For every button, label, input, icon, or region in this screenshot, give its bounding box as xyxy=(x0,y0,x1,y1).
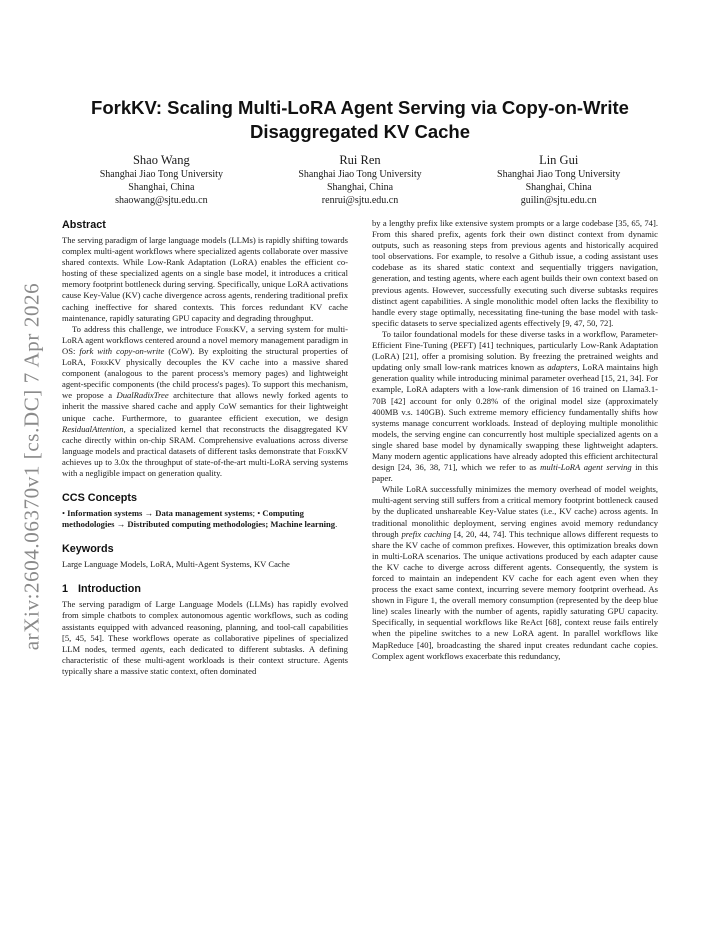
keywords-text: Large Language Models, LoRA, Multi-Agent Systems, KV Cache xyxy=(62,559,290,570)
author-location: Shanghai, China xyxy=(326,182,394,193)
body-paragraph: by a lengthy prefix like extensive system prompts or a large codebase [35, 65, 74]. From this shared prefix, agents fork their own distinct context from dynamic outputs, such as reasoning steps from previous agents and historically acquired tool observations. For example, to resolve a Github issue, a coding assistant uses codebase as its shared static context and sequentially triggers navigation, generation, and testing agents, where each agent builds their own context based on previous agents. However, successfully executing such diverse subtasks requires distinct agent capabilities. A single monolithic model often lacks the flexibility to handle every stage optimally, necessitating fine-tuning the base model with task-specific datasets to serve specialized agents effectively [9, 47, 50, 72]. xyxy=(372,218,658,328)
author xyxy=(459,152,658,207)
author-affiliation: Shanghai Jiao Tong University xyxy=(298,169,422,180)
author-email: renrui@sjtu.edu.cn xyxy=(321,195,399,206)
arxiv-stamp xyxy=(14,262,50,670)
paper-title: ForkKV: Scaling Multi-LoRA Agent Serving via Copy-on-Write Disaggregated KV Cache xyxy=(91,97,629,142)
abstract-heading: Abstract xyxy=(62,219,106,231)
abstract-paragraph: The serving paradigm of large language models (LLMs) is rapidly shifting towards complex multi-agent workflows where specialized agents collaborate over massive shared contexts. While Low-Rank Adaptation (LoRA) enables the efficient co-hosting of these specialized agents on a single base model, it introduces a critical memory footprint bottleneck during serving. Specifically, unique LoRA activations cause Key-Value (KV) cache divergence across agents, rendering traditional prefix caching ineffective for shared contexts. This forces redundant KV cache maintenance, rapidly saturating GPU capacity and degrading throughput. xyxy=(62,235,348,323)
author-affiliation: Shanghai Jiao Tong University xyxy=(99,169,223,180)
body-paragraph: While LoRA successfully minimizes the memory overhead of model weights, multi-agent serving still suffers from a critical memory footprint bottleneck caused by the duplicated unshareable Key-Value states (i.e., KV cache) across agents. In traditional monolithic deployment, serving engines avoid memory redundancy through prefix caching [4, 20, 44, 74]. This technique allows different requests to share the KV cache of common prefixes. However, this optimization breaks down in multi-LoRA scenarios. The unique activations produced by each adapter cause the KV cache to diverge across different agents. Consequently, the system is forced to maintain an independent KV cache for each agent even when they process the exact same context, incurring severe memory footprint overhead. As shown in Figure 1, the overall memory consumption (represented by the deep blue line) scales linearly with the number of agents, rapidly saturating GPU capacity. Specifically, in sequential workflows like ReAct [68], context reuse fails entirely when the pipeline switches to a new LoRA agent. In parallel workflows like MapReduce [40], broadcasting the shared input creates redundant cache copies. Complex agent workflows exacerbate this redundancy, xyxy=(372,484,658,661)
author xyxy=(62,152,261,207)
author-location: Shanghai, China xyxy=(128,182,195,193)
ccs-heading: CCS Concepts xyxy=(62,492,137,505)
introduction-section xyxy=(62,582,348,677)
body-paragraph: To tailor foundational models for these diverse tasks in a workflow, Parameter-Efficient Fine-Tuning (PEFT) [41] techniques, particularly Low-Rank Adaptation (LoRA) [21], offer a promising solution. By freezing the pretrained weights and updating only small low-rank matrices known as adapters, LoRA maintains high generation quality while introducing minimal parameter overhead [15, 21, 34]. For example, LoRA adapters with a low-rank dimension of 16 trained on Llama3.1-70B [42] account for only 0.28% of the original model size (approximately 400MB v.s. 140GB). Such extreme memory efficiency fundamentally shifts how systems manage concurrent workloads. Instead of deploying multiple monolithic models, the serving engine can concurrently host multiple specialized agents on a single shared base model by dynamically swapping these lightweight adapters. Many modern agentic applications have already adopted this efficient architectural design [24, 36, 38, 71], which we refer to as multi-LoRA agent serving in this paper. xyxy=(372,328,659,484)
author-email: shaowang@sjtu.edu.cn xyxy=(115,195,208,206)
right-column xyxy=(372,218,658,662)
keywords-heading: Keywords xyxy=(62,543,114,556)
section-number: 1 xyxy=(62,583,69,596)
ccs-section xyxy=(62,491,348,530)
author-location: Shanghai, China xyxy=(525,182,592,193)
introduction-heading xyxy=(62,582,348,596)
author-name: Rui Ren xyxy=(339,153,381,167)
abstract-paragraph: To address this challenge, we introduce ForkKV, a serving system for multi-LoRA agent workflows centered around a novel memory management paradigm in OS: fork with copy-on-write (CoW). By exploiting the structural properties of LoRA, ForkKV physically decouples the KV cache into a massive shared component (analogous to the parent process's memory pages) and lightweight agent-specific components (the child process's pages). To support this mechanism, we propose a DualRadixTree architecture that allows newly forked agents to inherit the massive shared cache and apply CoW semantics for their lightweight unique cache. Furthermore, to guarantee efficient execution, we design ResidualAttention, a specialized kernel that reconstructs the disaggregated KV cache directly within on-chip SRAM. Comprehensive evaluations across diverse language models and practical datasets of different tasks demonstrate that ForkKV achieves up to 3.0x the throughput of state-of-the-art multi-LoRA serving systems with a negligible impact on generation quality. xyxy=(62,323,348,478)
ccs-concepts: • Information systems → Data management systems; • Computing methodologies → Distributed computing methodologies; Machine learning. xyxy=(62,508,338,530)
arxiv-stamp-text: arXiv:2604.06370v1 [cs.DC] 7 Apr 2026 xyxy=(19,282,44,650)
left-column xyxy=(62,218,348,677)
author-affiliation: Shanghai Jiao Tong University xyxy=(497,169,621,180)
author-block xyxy=(62,152,658,207)
author-email: guilin@sjtu.edu.cn xyxy=(520,195,597,206)
introduction-paragraph: The serving paradigm of Large Language Models (LLMs) has rapidly evolved from simple chatbots to complex autonomous agentic workflows, such as coding assistants equipped with advanced reasoning, planning, and tool-call capabilities [5, 45, 54]. These workflows operate as collaborative pipelines of specialized LLM nodes, termed agents, each dedicated to different subtasks. A defining characteristic of these multi-agent workloads is their context structure. Agents typically share a massive static context, often dominated xyxy=(62,599,348,676)
section-title: Introduction xyxy=(78,583,141,596)
abstract-section xyxy=(62,218,348,479)
author xyxy=(261,152,460,207)
author-name: Shao Wang xyxy=(132,153,190,167)
author-name: Lin Gui xyxy=(539,153,579,167)
keywords-section xyxy=(62,542,348,570)
